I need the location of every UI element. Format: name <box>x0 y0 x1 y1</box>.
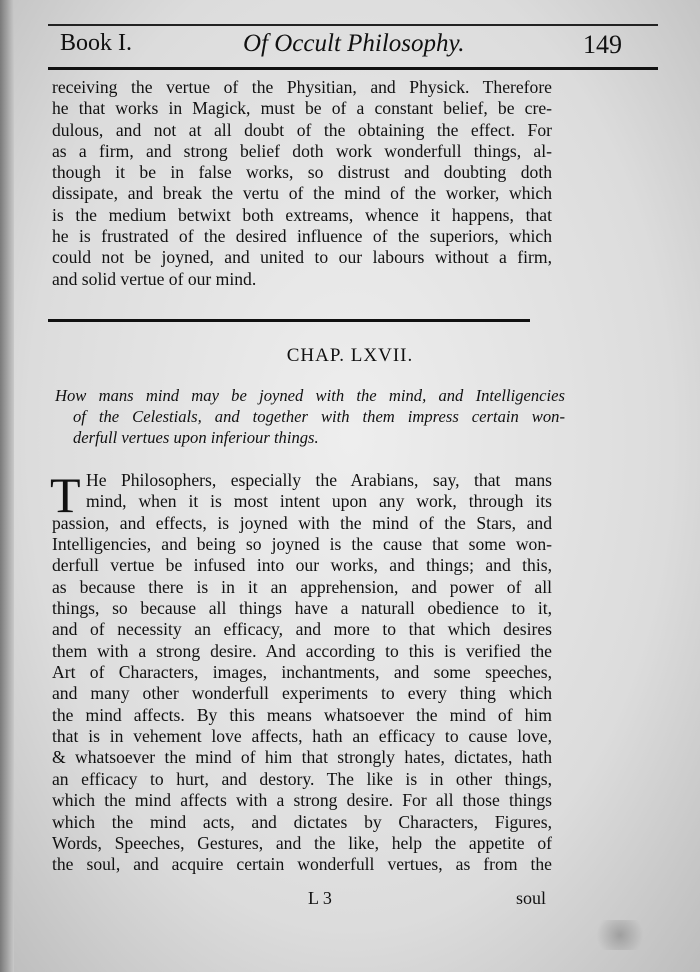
drop-cap-letter: T <box>50 467 81 523</box>
running-head-top-rule <box>48 24 658 26</box>
text-line: and solid vertue of our mind. <box>52 268 257 289</box>
running-head-bottom-rule <box>48 67 658 70</box>
page-number: 149 <box>583 30 622 59</box>
text-line: Intelligencies, and being so joyned is the cause that some won- <box>52 534 552 555</box>
summary-line: derfull vertues upon inferiour things. <box>73 428 319 447</box>
running-head <box>0 24 700 72</box>
page-gutter-shadow <box>0 0 14 972</box>
text-line: could not be joyned, and united to our labours without a firm, <box>52 247 552 268</box>
text-line: and of necessity an efficacy, and more to that which desires <box>52 619 552 640</box>
text-line: mind, when it is most intent upon any work, through its <box>86 491 552 512</box>
chapter-heading: CHAP. LXVII. <box>286 345 414 366</box>
text-line: & whatsoever the mind of him that strongly hates, dictates, hath <box>52 747 552 768</box>
text-line: which the mind affects with a strong desire. For all those things <box>52 790 552 811</box>
text-line: derfull vertue be infused into our works, and things; and this, <box>52 555 552 576</box>
text-line: receiving the vertue of the Physitian, and Physick. Therefore <box>52 77 552 97</box>
text-line: things, so because all things have a naturall obedience to it, <box>52 598 552 619</box>
text-line: dissipate, and break the vertu of the mind of the worker, which <box>52 183 552 204</box>
text-line: as because there is in it an apprehension, and power of all <box>52 576 552 597</box>
summary-line: of the Celestials, and together with them impress certain won- <box>73 407 565 426</box>
text-line: as a firm, and strong belief doth work wonderfull things, al- <box>52 140 552 161</box>
text-line: though it be in false works, so distrust and doubting doth <box>52 162 552 183</box>
text-line: he that works in Magick, must be of a constant belief, be cre- <box>52 98 552 119</box>
signature-mark: L 3 <box>308 888 332 908</box>
chapter-body <box>50 467 552 876</box>
text-line: that is in vehement love affects, hath an efficacy to cause love, <box>52 726 552 747</box>
chapter-summary <box>55 385 565 448</box>
text-line: an efficacy to hurt, and destory. The like is in other things, <box>52 768 552 789</box>
text-line: Words, Speeches, Gestures, and the like, help the appetite of <box>52 832 552 853</box>
text-line: and many other wonderfull experiments to every thing which <box>52 683 552 704</box>
text-line: the soul, and acquire certain wonderfull vertues, as from the <box>52 854 552 875</box>
text-line: which the mind acts, and dictates by Characters, Figures, <box>52 811 552 832</box>
text-line: dulous, and not at all doubt of the obtaining the effect. For <box>52 119 552 140</box>
text-line: them with a strong desire. And according to this is verified the <box>52 640 552 661</box>
continued-paragraph <box>52 77 552 290</box>
catchword: soul <box>516 888 547 908</box>
section-divider-rule <box>48 319 530 322</box>
book-label: Book I. <box>60 30 132 56</box>
ink-smudge <box>590 920 650 950</box>
summary-line: How mans mind may be joyned with the mind, and Intelligencies <box>55 386 565 405</box>
running-title: Of Occult Philosophy. <box>243 30 465 57</box>
text-line: is the medium betwixt both extreams, whence it happens, that <box>52 204 552 225</box>
text-line: Art of Characters, images, inchantments, and some speeches, <box>52 662 552 683</box>
text-line: He Philosophers, especially the Arabians, say, that mans <box>86 470 552 490</box>
text-line: passion, and effects, is joyned with the mind of the Stars, and <box>52 512 552 533</box>
text-line: he is frustrated of the desired influence of the superiors, which <box>52 226 552 247</box>
text-line: the mind affects. By this means whatsoever the mind of him <box>52 704 552 725</box>
